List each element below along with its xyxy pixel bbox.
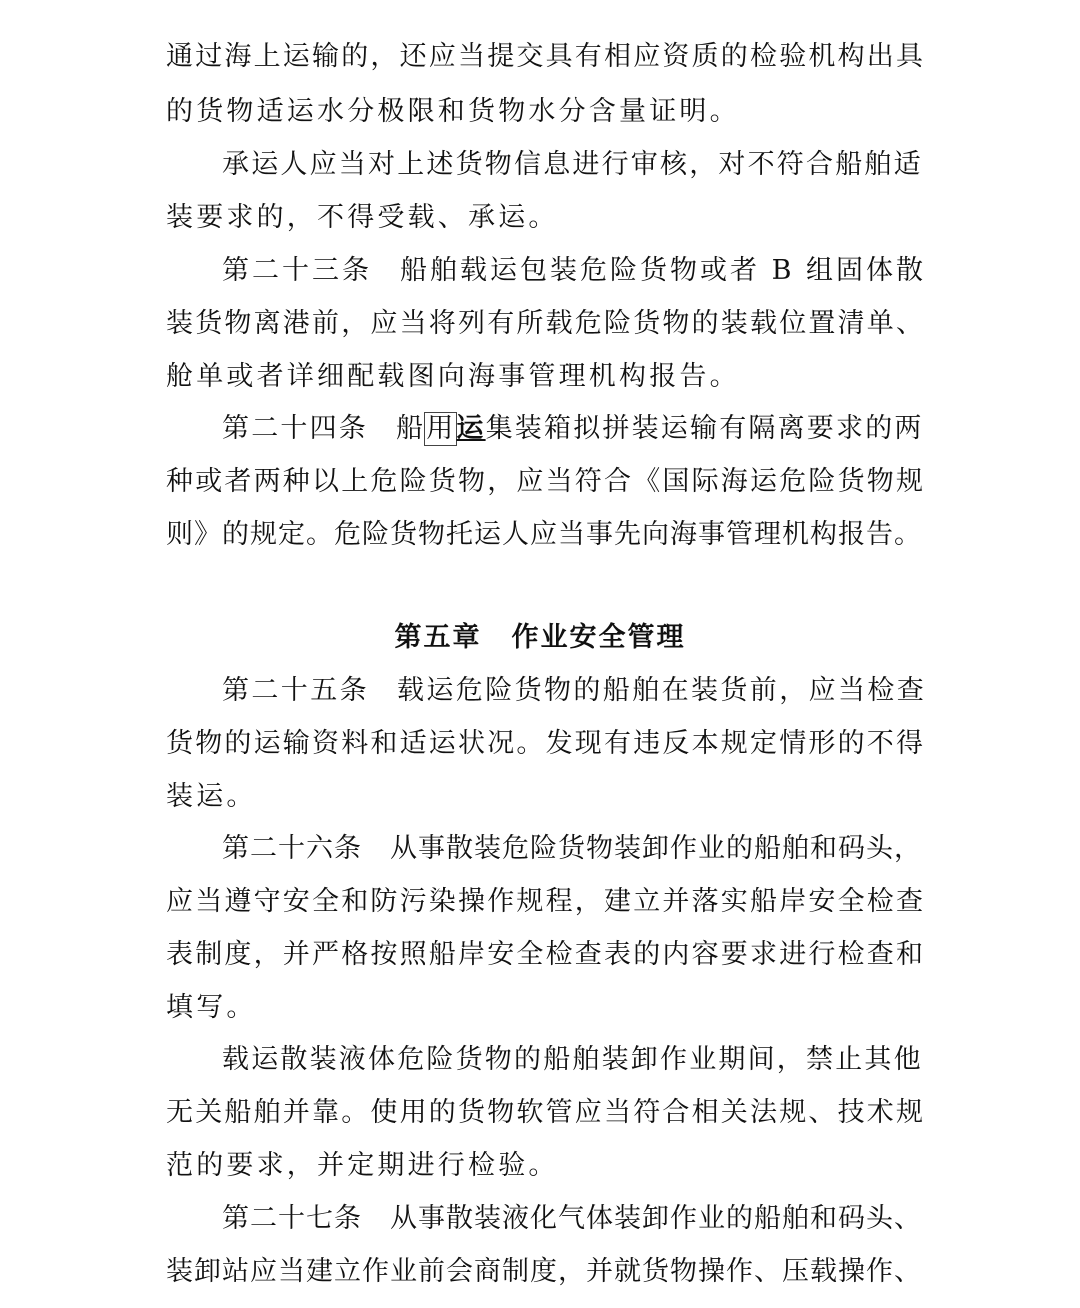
article-text: 从事散装危险货物装卸作业的船舶和码头，: [390, 833, 922, 864]
article-number: 第二十七条: [222, 1203, 362, 1234]
article-26-first-line: [222, 829, 926, 869]
article-27-first-line: [222, 1199, 926, 1239]
text-line: 表制度，并严格按照船岸安全检查表的内容要求进行检查和: [166, 939, 926, 970]
article-text: 船: [396, 413, 426, 444]
text-line: 货物的运输资料和适运状况。发现有违反本规定情形的不得: [166, 728, 926, 759]
text-line: 通过海上运输的，还应当提交具有相应资质的检验机构出具: [166, 41, 926, 72]
article-number: 第二十三条: [222, 255, 372, 286]
text-line: 则》的规定。危险货物托运人应当事先向海事管理机构报告。: [166, 519, 922, 550]
text-line: 装运。: [166, 781, 257, 812]
text-line: 装要求的，不得受载、承运。: [166, 202, 559, 233]
boxed-character: 用: [426, 413, 456, 444]
text-line: 填写。: [166, 992, 257, 1023]
article-23-first-line: [222, 251, 926, 291]
article-text: 从事散装液化气体装卸作业的船舶和码头、: [390, 1203, 922, 1234]
article-text: 集装箱拟拼装运输有隔离要求的两: [485, 413, 924, 444]
text-line: 的货物适运水分极限和货物水分含量证明。: [166, 96, 740, 127]
text-line: 承运人应当对上述货物信息进行审核，对不符合船舶适: [222, 149, 923, 180]
article-number: 第二十五条: [222, 675, 369, 706]
text-line: 种或者两种以上危险货物，应当符合《国际海运危险货物规: [166, 466, 926, 497]
text-line: 装卸站应当建立作业前会商制度，并就货物操作、压载操作、: [166, 1256, 922, 1287]
chapter-name: 作业安全管理: [511, 622, 686, 653]
article-text: 船舶载运包装危险货物或者 B 组固体散: [400, 255, 927, 286]
article-25-first-line: [222, 671, 926, 711]
text-line: 舱单或者详细配载图向海事管理机构报告。: [166, 361, 740, 392]
text-line: 无关船舶并靠。使用的货物软管应当符合相关法规、技术规: [166, 1097, 926, 1128]
chapter-number: 第五章: [394, 622, 482, 653]
article-24-first-line: [222, 409, 926, 449]
article-text: 载运危险货物的船舶在装货前，应当检查: [397, 675, 927, 706]
chapter-title: [0, 618, 1080, 658]
text-line: 范的要求，并定期进行检验。: [166, 1150, 559, 1181]
bold-underlined-character: 运: [456, 413, 486, 444]
text-line: 应当遵守安全和防污染操作规程，建立并落实船岸安全检查: [166, 886, 926, 917]
text-line: 载运散装液体危险货物的船舶装卸作业期间，禁止其他: [222, 1044, 923, 1075]
article-number: 第二十四条: [222, 413, 368, 444]
text-line: 装货物离港前，应当将列有所载危险货物的装载位置清单、: [166, 308, 926, 339]
article-number: 第二十六条: [222, 833, 362, 864]
